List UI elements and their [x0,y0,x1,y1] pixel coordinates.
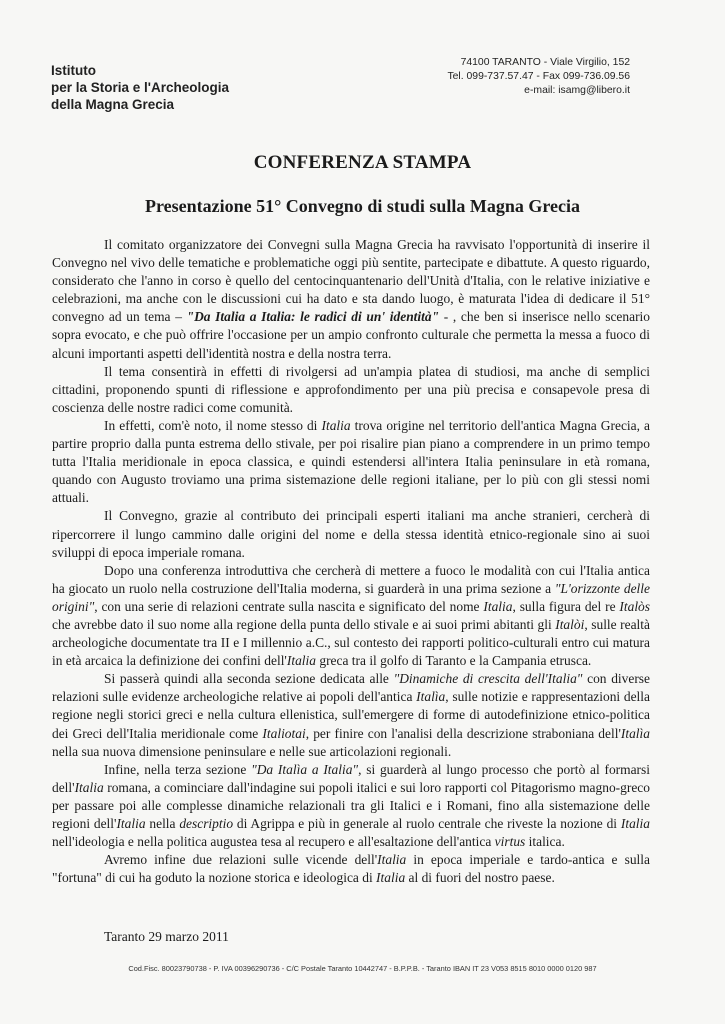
institute-line-2: per la Storia e l'Archeologia [51,80,230,95]
p7-italic-j: Italia [620,816,650,831]
contact-info [447,56,630,98]
institute-line-3: della Magna Grecia [51,97,175,112]
p6-text-e: , sulle notizie e rappresentazioni della regione negli storici greci e nella cultura ellenistica, sull'emergere di forme di autodefinizione etnico-politica dei Greci dell'Italia meridionale come [52,689,650,741]
p7-text-i: di Agrippa e più in generale al ruolo centrale che riveste la nozione di [233,816,621,831]
p7-italic-f: Italia [116,816,146,831]
p5-text-e: , sulla figura del re [512,598,620,614]
p7-text-e: romana, a cominciare dall'indagine sui popoli italici e sui loro rapporti col Pitagorismo magno-greco per passare poi alle complesse dinamiche relazionali tra gli Italici e i Romani, fino alla sistemazione delle regioni dell' [52,779,650,831]
footer-fiscal-info: Cod.Fisc. 80023790738 - P. IVA 00396290736 - C/C Postale Taranto 10442747 - B.P.P.B. - Taranto IBAN IT 23 V053 8515 8010 0000 0120 987 [128,964,597,973]
body-text [52,236,650,887]
p5-text-k: greca tra il golfo di Taranto e la Campania etrusca. [315,653,592,669]
document-title: CONFERENZA STAMPA [253,152,472,173]
p6-italic-f: Italiotai [262,725,306,741]
p2-text: Il tema consentirà in effetti di rivolgersi ad un'ampia platea di studiosi, ma anche di semplici cittadini, proponendo spunti di riflessione e approfondimento per una più precisa e consapevole presa di coscienza delle nostre radici come comunità. [52,363,650,415]
paragraph-1 [52,236,650,363]
p7-italic-d: Italia [74,779,104,795]
p5-section-title: "L'orizzonte delle origini" [52,580,650,614]
p5-text-g: che avrebbe dato il suo nome alla regione della punta dello stivale e ai suoi primi abitanti gli [52,616,556,632]
p8-italic-d: Italia [376,870,406,886]
p5-italic-d: Italia [483,598,513,614]
document-subtitle: Presentazione 51° Convegno di studi sulla Magna Grecia [144,196,581,216]
p3-text-c: trova origine nel territorio dell'antica Magna Grecia, a partire proprio dalla punta estrema dello stivale, per poi risalire pian piano a comprendere in un primo tempo tutta l'Italia meridionale in epoca classica, e quindi estendersi all'intera Italia peninsulare in età romana, quando con Augusto troviamo una prima sistemazione delle regioni italiane, per lo più con gli stessi nomi attuali. [52,417,650,506]
p6-section-title: "Dinamiche di crescita dell'Italia" [393,671,583,687]
p6-text-c: con diverse relazioni sulle evidenze archeologiche relative ai popoli dell'antica [52,671,650,705]
p6-text-g: , per finire con l'analisi della descrizione straboniana dell' [305,725,621,741]
p5-italic-h: Italòi [555,616,585,632]
institute-name [51,62,281,113]
p1-text-a: Il comitato organizzatore dei Convegni sulla Magna Grecia ha ravvisato l'opportunità di inserire il Convegno nel vivo delle tematiche e problematiche oggi più sentite, partecipate e dibattute. A questo riguardo, considerato che l'anno in corso è quello del centocinquantenario dell'Unità d'Italia, con le relative iniziative e celebrazioni, ma anche con le discussioni cui ha dato e sta dando luogo, è maturata l'idea di dedicare il 51° convegno ad un tema – [52,237,650,325]
paragraph-6 [52,670,650,760]
paragraph-8 [52,851,650,887]
p7-text-m: italica. [525,834,565,850]
paragraph-4 [52,507,650,561]
p6-text-a: Si passerà quindi alla seconda sezione dedicata alle [104,671,394,687]
paragraph-3 [52,417,650,507]
document-date: Taranto 29 marzo 2011 [104,929,229,944]
email-line: e-mail: isamg@libero.it [524,85,630,96]
paragraph-2 [52,363,650,417]
p7-text-a: Infine, nella terza sezione [104,761,252,777]
p7-section-title: "Da Italìa a Italia" [251,761,359,777]
p5-text-i: , sulle realtà archeologiche documentate tra II e I millennio a.C., sul contesto dei rapporti politico-culturali entro cui matura in età arcaica la definizione dei confini dell' [52,616,650,669]
p6-text-i: nella sua nuova dimensione peninsulare e nelle sue articolazioni regionali. [52,743,452,759]
p7-text-g: nella [145,816,180,831]
p5-text-a: Dopo una conferenza introduttiva che cercherà di mettere a fuoco le modalità con cui l'Italia antica ha giocato un ruolo nella costruzione dell'Italia moderna, si guarderà in una prima sezione a [52,562,650,596]
phone-fax-line: Tel. 099-737.57.47 - Fax 099-736.09.56 [447,71,630,82]
p8-text-e: al di fuori del nostro paese. [405,870,555,886]
p3-text-a: In effetti, com'è noto, il nome stesso di [104,417,322,433]
p8-text-a: Avremo infine due relazioni sulle vicende dell' [104,852,378,868]
p1-text-c: - , che ben si inserisce nello scenario sopra evocato, e che può offrire l'occasione per un ampio confronto culturale che permetta la messa a fuoco di alcuni importanti aspetti dell'identità nostra e della nostra terra. [52,309,650,361]
p5-italic-j: Italia [286,653,316,669]
p8-italic-b: Italia [377,852,407,868]
paragraph-7 [52,761,650,851]
p5-italic-f: Italòs [619,598,650,614]
institute-line-1: Istituto [51,63,96,78]
p3-italic: Italia [321,417,351,433]
p6-italic-d: Italìa [416,689,446,705]
address-line: 74100 TARANTO - Viale Virgilio, 152 [460,57,630,68]
p7-text-k: nell'ideologia e nella politica augustea tesa al recupero e all'esaltazione dell'antica [52,834,495,850]
p7-text-c: , si guarderà al lungo processo che portò al formarsi dell' [52,761,650,795]
p7-italic-h: descriptio [179,816,234,831]
p6-italic-h: Italìa [620,725,650,741]
p8-text-c: in epoca imperiale e tardo-antica e sulla "fortuna" di cui ha goduto la nozione storica e ideologica di [52,852,650,886]
p1-theme-title: "Da Italia a Italia: le radici di un' identità" [186,309,440,325]
p7-italic-l: virtus [494,834,526,850]
paragraph-5 [52,562,650,671]
p4-text: Il Convegno, grazie al contributo dei principali esperti italiani ma anche stranieri, cercherà di ripercorrere il lungo cammino dalle origini del nome e della stessa identità etnico-regionale sino ai suoi sviluppi di epoca imperiale romana. [52,508,650,560]
p5-text-c: , con una serie di relazioni centrate sulla nascita e significato del nome [94,598,484,614]
